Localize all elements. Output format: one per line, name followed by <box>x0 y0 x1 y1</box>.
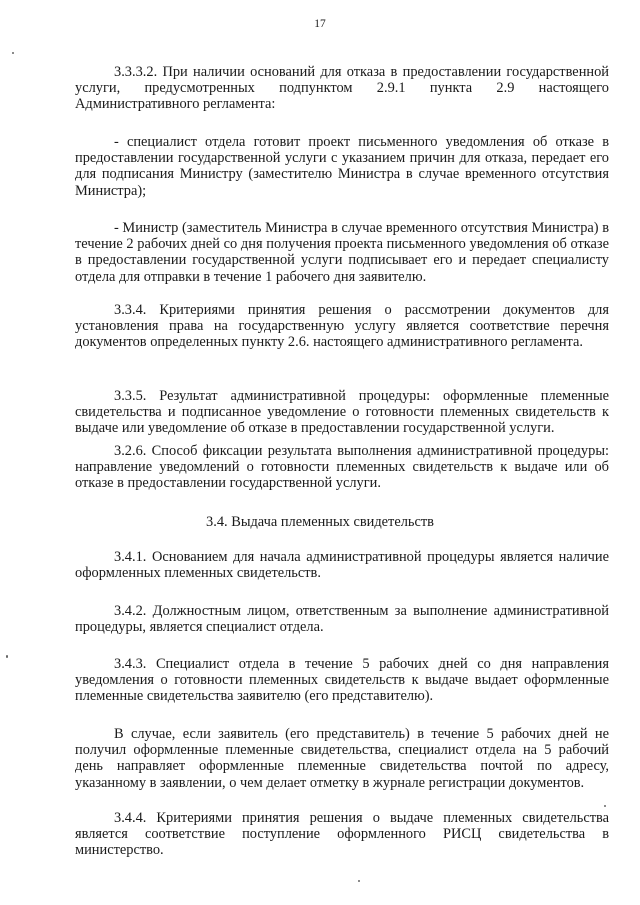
paragraph-if-applicant: В случае, если заявитель (его представитель) в течение 5 рабочих дней не получил оформленные племенные свидетельства, специалист отдела на 5 рабочий день направляет оформленные племенные свидетельства почтой по адресу, указанному в заявлении, о чем делает отметку в журнале регистрации документов. <box>75 726 609 791</box>
section-heading-3-4: 3.4. Выдача племенных свидетельств <box>206 514 434 530</box>
scan-speck <box>358 880 360 882</box>
paragraph-3-3-4: 3.3.4. Критериями принятия решения о рассмотрении документов для установления права на государственную услугу является соответствие перечня документов определенных пункту 2.6. настоящего административного регламента. <box>75 302 609 351</box>
paragraph-minister-signs: - Министр (заместитель Министра в случае временного отсутствия Министра) в течение 2 рабочих дней со дня получения проекта письменного уведомления об отказе в предоставлении государственной услуги подписывает его и передает специалисту отдела для отправки в течение 1 рабочего дня заявителю. <box>75 220 609 285</box>
paragraph-3-4-2: 3.4.2. Должностным лицом, ответственным за выполнение административной процедуры, является специалист отдела. <box>75 603 609 636</box>
scan-speck <box>6 655 8 658</box>
paragraph-specialist-prepares: - специалист отдела готовит проект письменного уведомления об отказе в предоставлении государственной услуги с указанием причин для отказа, передает его для подписания Министру (заместителю Министра в случае временного отсутствия Министра); <box>75 134 609 199</box>
paragraph-3-3-3-2: 3.3.3.2. При наличии оснований для отказа в предоставлении государственной услуги, предусмотренных подпунктом 2.9.1 пункта 2.9 настоящего Административного регламента: <box>75 64 609 113</box>
scan-speck <box>12 52 14 54</box>
paragraph-3-4-3: 3.4.3. Специалист отдела в течение 5 рабочих дней со дня направления уведомления о готовности племенных свидетельств к выдаче выдает оформленные племенные свидетельства заявителю (его представителю). <box>75 656 609 705</box>
page-number: 17 <box>314 18 326 30</box>
paragraph-3-2-6: 3.2.6. Способ фиксации результата выполнения административной процедуры: направление уведомлений о готовности племенных свидетельств к выдаче или об отказе в предоставлении государственной услуги. <box>75 443 609 492</box>
paragraph-3-3-5: 3.3.5. Результат административной процедуры: оформленные племенные свидетельства и подписанное уведомление о готовности племенных свидетельств к выдаче или уведомление об отказе в предоставлении государственной услуги. <box>75 388 609 437</box>
paragraph-3-4-1: 3.4.1. Основанием для начала административной процедуры является наличие оформленных племенных свидетельств. <box>75 549 609 582</box>
scan-speck <box>604 805 606 807</box>
paragraph-3-4-4: 3.4.4. Критериями принятия решения о выдаче племенных свидетельства является соответствие поступление оформленного РИСЦ свидетельства в министерство. <box>75 810 609 859</box>
